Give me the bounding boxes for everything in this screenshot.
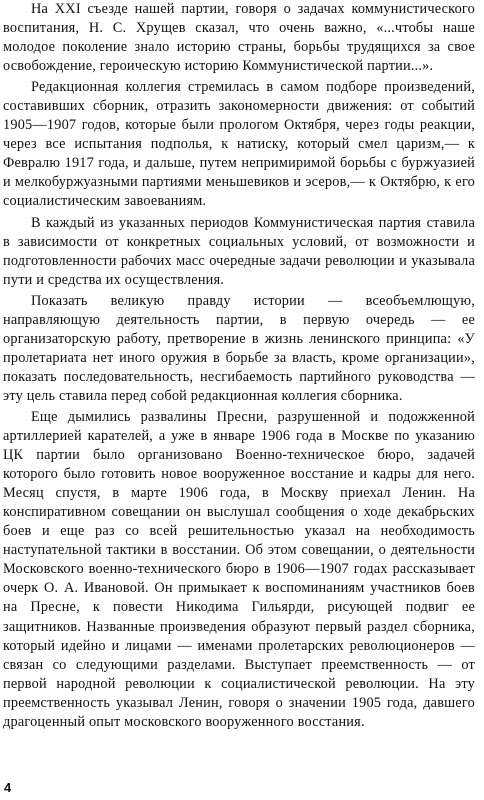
paragraph-5: Еще дымились развалины Пресни, разрушенной и подожженной артиллерией карателей, а уже в январе 1906 года в Москве по указанию ЦК партии было организовано Военно-техническое бюро, задачей которого было готовить новое вооруженное восстание и кадры для него. Месяц спустя, в марте 1906 года, в Москву приехал Ленин. На конспиративном совещании он выслушал сообщения о ходе декабрьских боев и еще раз со всей решительностью указал на необходимость наступательной тактики в восстании. Об этом совещании, о деятельности Московского военно-технического бюро в 1906—1907 годах рассказывает очерк О. А. Ивановой. Он примыкает к воспоминаниям участников боев на Пресне, к повести Никодима Гильярди, рисующей подвиг ее защитников. Названные произведения образуют первый раздел сборника, который идейно и лицами — именами пролетарских революционеров — связан со следующими разделами. Выступает преемственность — от первой народной революции к социалистической революции. На эту преемственность указывал Ленин, говоря о значении 1905 года, давшего драгоценный опыт московского вооруженного восстания. <box>3 408 475 730</box>
paragraph-3: В каждый из указанных периодов Коммунистическая партия ставила в зависимости от конкретных социальных условий, от возможности и подготовленности рабочих масс очередные задачи революции и указывала пути и средства их осуществления. <box>3 214 475 288</box>
page-text <box>3 0 475 732</box>
paragraph-1: На XXI съезде нашей партии, говоря о задачах коммунистического воспитания, Н. С. Хрущев сказал, что очень важно, «...чтобы наше молодое поколение знало историю страны, борьбы трудящихся за свое освобождение, героическую историю Коммунистической партии...». <box>3 1 475 75</box>
page-number: 4 <box>4 780 12 795</box>
paragraph-4: Показать великую правду истории — всеобъемлющую, направляющую деятельность партии, в первую очередь — ее организаторскую работу, претворение в жизнь ленинского принципа: «У пролетариата нет иного оружия в борьбе за власть, кроме организации», показать последовательность, несгибаемость партийного руководства — эту цель ставила перед собой редакционная коллегия сборника. <box>3 292 475 404</box>
paragraph-2: Редакционная коллегия стремилась в самом подборе произведений, составивших сборник, отразить закономерности движения: от событий 1905—1907 годов, которые были прологом Октября, через годы реакции, через все испытания подполья, к натиску, который смел царизм,— к Февралю 1917 года, и дальше, путем непримиримой борьбы с буржуазией и мелкобуржуазными партиями меньшевиков и эсеров,— к Октябрю, к его социалистическим завоеваниям. <box>3 79 475 210</box>
